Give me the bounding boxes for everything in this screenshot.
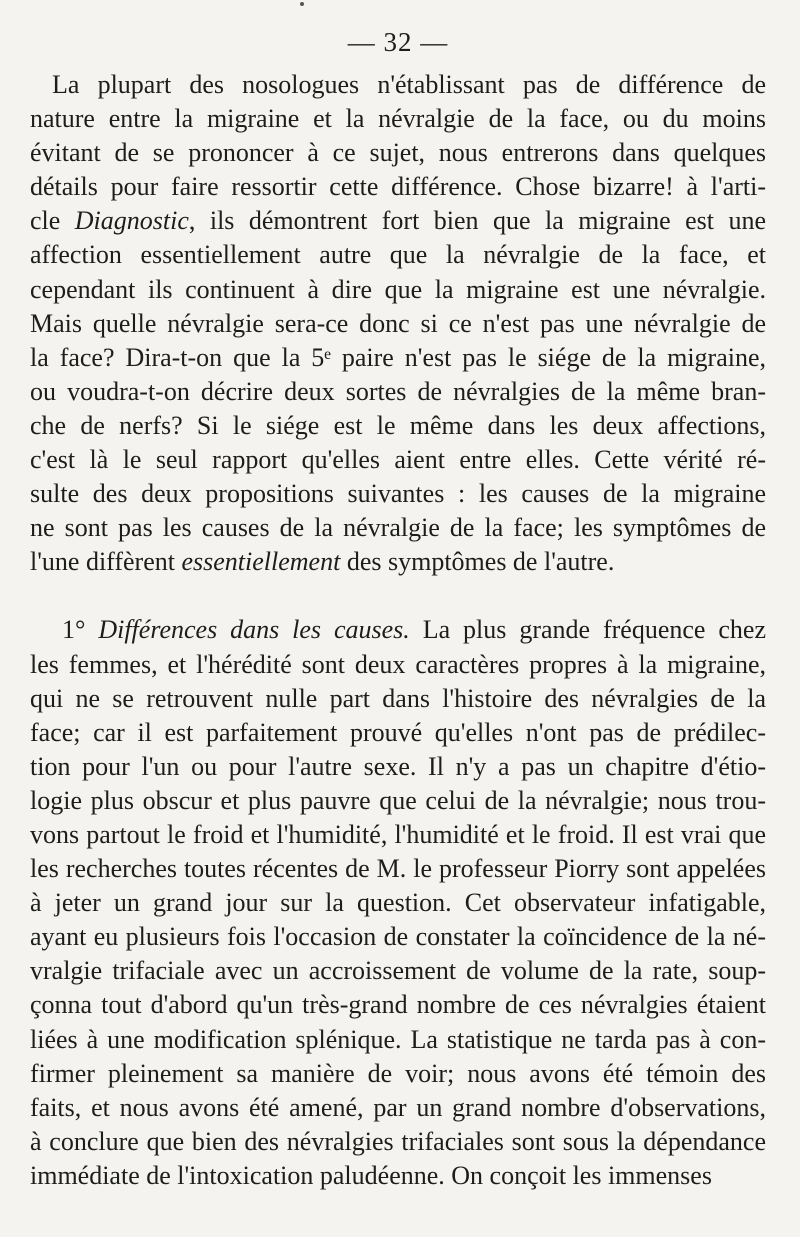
text-line [30, 102, 766, 136]
italic-text-run: essentiellement [181, 547, 341, 577]
text-run: çonna tout d'abord qu'un très-grand nombre de ces névralgies étaient [30, 990, 766, 1020]
text-line [30, 409, 766, 443]
text-run: les femmes, et l'hérédité sont deux caractères propres à la migraine, [30, 649, 766, 679]
text-run: face; car il est parfaitement prouvé qu'elles n'ont pas de prédilec- [30, 717, 766, 747]
text-run: Mais quelle névralgie sera-ce donc si ce n'est pas une névralgie de [30, 308, 766, 338]
text-line [30, 1057, 766, 1091]
text-run: , ils démontrent fort bien que la migraine est une [188, 206, 766, 236]
text-run: l'une diffèrent [30, 547, 182, 577]
paragraph [30, 613, 766, 1193]
text-run: nature entre la migraine et la névralgie de la face, ou du moins [30, 104, 766, 134]
text-run: liées à une modification splénique. La statistique ne tarda pas à con- [30, 1024, 766, 1054]
text-line [30, 511, 766, 545]
text-line [30, 443, 766, 477]
italic-text-run: Diagnostic [74, 206, 189, 236]
text-run: logie plus obscur et plus pauvre que celui de la névralgie; nous trou- [30, 785, 766, 815]
text-run: vons partout le froid et l'humidité, l'humidité et le froid. Il est vrai que [30, 819, 766, 849]
text-line [30, 1091, 766, 1125]
text-run: cependant ils continuent à dire que la migraine est une névralgie. [30, 274, 766, 304]
text-line [30, 1159, 766, 1193]
text-run: La plus grande fréquence chez [409, 615, 766, 645]
ink-fleck [300, 2, 304, 6]
text-run: vralgie trifaciale avec un accroissement de volume de la rate, soup- [30, 956, 766, 986]
text-run: ou voudra-t-on décrire deux sortes de névralgies de la même bran- [30, 376, 766, 406]
text-run: ne sont pas les causes de la névralgie de la face; les symptômes de [30, 513, 766, 543]
text-run: cle [30, 206, 75, 236]
text-run: c'est là le seul rapport qu'elles aient entre elles. Cette vérité ré- [30, 445, 766, 475]
text-run: tion pour l'un ou pour l'autre sexe. Il n'y a pas un chapitre d'étio- [30, 751, 766, 781]
text-run: sulte des deux propositions suivantes : les causes de la migraine [30, 479, 766, 509]
text-line [30, 170, 766, 204]
italic-text-run: Différences dans les causes. [98, 615, 410, 645]
text-run: firmer pleinement sa manière de voir; nous avons été témoin des [30, 1058, 766, 1088]
text-line [30, 68, 766, 102]
text-run: ayant eu plusieurs fois l'occasion de constater la coïncidence de la né- [30, 922, 766, 952]
text-line [30, 648, 766, 682]
text-line [30, 1125, 766, 1159]
text-line [30, 886, 766, 920]
text-line [30, 238, 766, 272]
text-line [30, 307, 766, 341]
paragraph-gap [30, 579, 766, 613]
text-run: faits, et nous avons été amené, par un grand nombre d'observations, [30, 1092, 766, 1122]
text-run: qui ne se retrouvent nulle part dans l'histoire des névralgies de la [30, 683, 766, 713]
text-line [30, 784, 766, 818]
text-body [30, 68, 766, 1193]
text-line [30, 1023, 766, 1057]
text-run: détails pour faire ressortir cette différence. Chose bizarre! à l'arti- [30, 172, 766, 202]
text-line [30, 818, 766, 852]
text-line [30, 750, 766, 784]
text-line [30, 341, 766, 375]
text-run: affection essentiellement autre que la névralgie de la face, et [30, 240, 766, 270]
text-run: à conclure que bien des névralgies trifaciales sont sous la dépendance [30, 1126, 766, 1156]
text-line [30, 545, 766, 579]
text-run: évitant de se prononcer à ce sujet, nous entrerons dans quelques [30, 138, 766, 168]
text-run: la face? Dira-t-on que la 5ᵉ paire n'est pas le siége de la migraine, [30, 342, 766, 372]
text-run: La plupart des nosologues n'établissant pas de différence de [52, 70, 766, 99]
text-line [30, 920, 766, 954]
paragraph [30, 68, 766, 579]
text-line [30, 273, 766, 307]
text-line [30, 852, 766, 886]
text-line [30, 375, 766, 409]
text-line [30, 954, 766, 988]
page-number: — 32 — [347, 27, 449, 57]
text-run: les recherches toutes récentes de M. le professeur Piorry sont appelées [30, 854, 766, 884]
text-line [30, 613, 766, 647]
text-run: des symptômes de l'autre. [340, 547, 615, 577]
text-line [30, 988, 766, 1022]
text-line [30, 204, 766, 238]
text-run: à jeter un grand jour sur la question. Cet observateur infatigable, [30, 888, 766, 918]
text-run: che de nerfs? Si le siége est le même dans les deux affections, [30, 410, 766, 440]
text-run: immédiate de l'intoxication paludéenne. On conçoit les immenses [30, 1160, 712, 1190]
text-line [30, 477, 766, 511]
text-line [30, 682, 766, 716]
text-run: 1° [62, 615, 99, 645]
text-line [30, 716, 766, 750]
text-line [30, 136, 766, 170]
